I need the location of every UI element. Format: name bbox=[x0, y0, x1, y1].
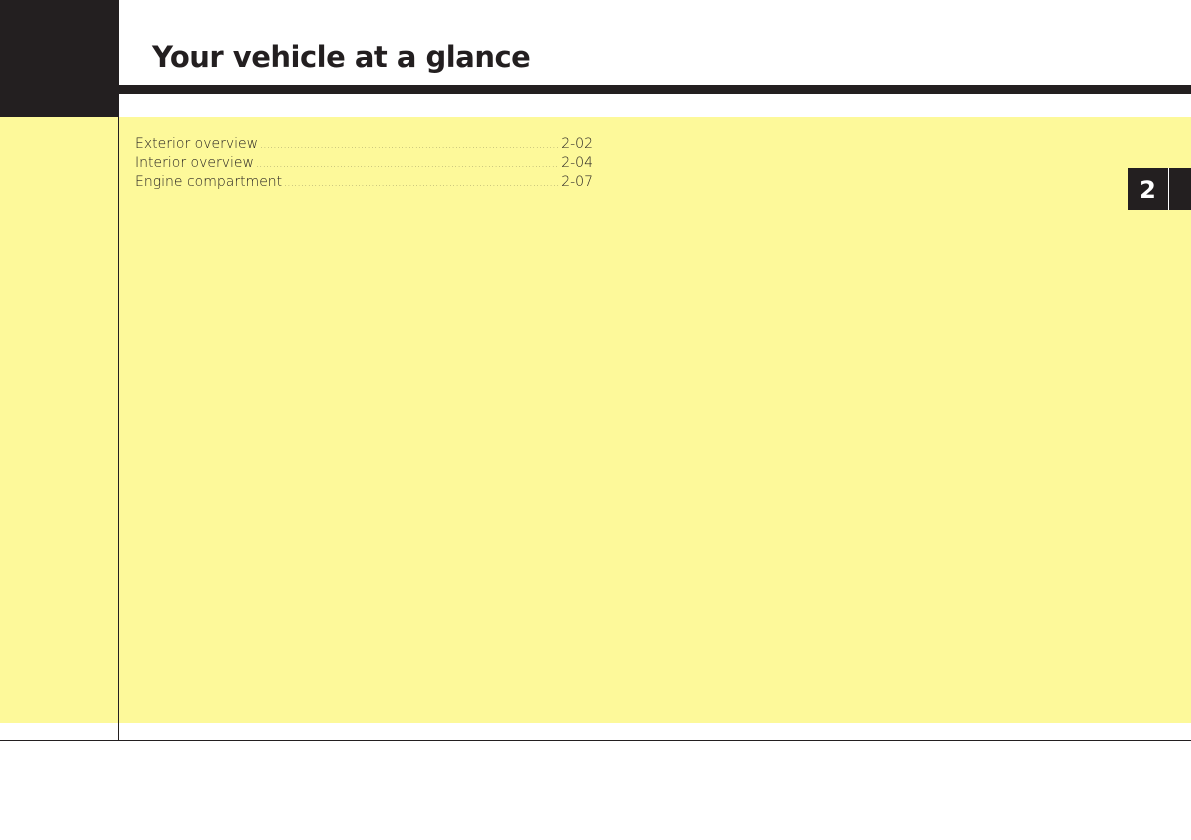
chapter-number: 2 bbox=[1139, 176, 1156, 204]
toc-item-interior-overview[interactable] bbox=[135, 155, 593, 174]
chapter-tab-divider bbox=[1168, 168, 1169, 210]
table-of-contents bbox=[135, 136, 593, 193]
toc-leader-dots bbox=[260, 141, 559, 151]
toc-item-page: 2-02 bbox=[561, 136, 593, 152]
toc-item-label: Interior overview bbox=[135, 155, 254, 171]
margin-highlight-panel bbox=[0, 117, 118, 723]
toc-item-page: 2-04 bbox=[561, 155, 593, 171]
content-highlight-panel bbox=[119, 117, 1191, 723]
toc-item-label: Exterior overview bbox=[135, 136, 259, 152]
corner-block bbox=[0, 0, 119, 117]
toc-item-engine-compartment[interactable] bbox=[135, 174, 593, 193]
toc-item-page: 2-07 bbox=[561, 174, 593, 190]
title-underline-bar bbox=[119, 85, 1191, 94]
bottom-rule bbox=[0, 740, 1191, 741]
toc-leader-dots bbox=[256, 160, 559, 170]
toc-leader-dots bbox=[284, 179, 559, 189]
page-title: Your vehicle at a glance bbox=[152, 40, 531, 74]
chapter-tab bbox=[1128, 168, 1191, 210]
toc-item-exterior-overview[interactable] bbox=[135, 136, 593, 155]
toc-item-label: Engine compartment bbox=[135, 174, 283, 190]
